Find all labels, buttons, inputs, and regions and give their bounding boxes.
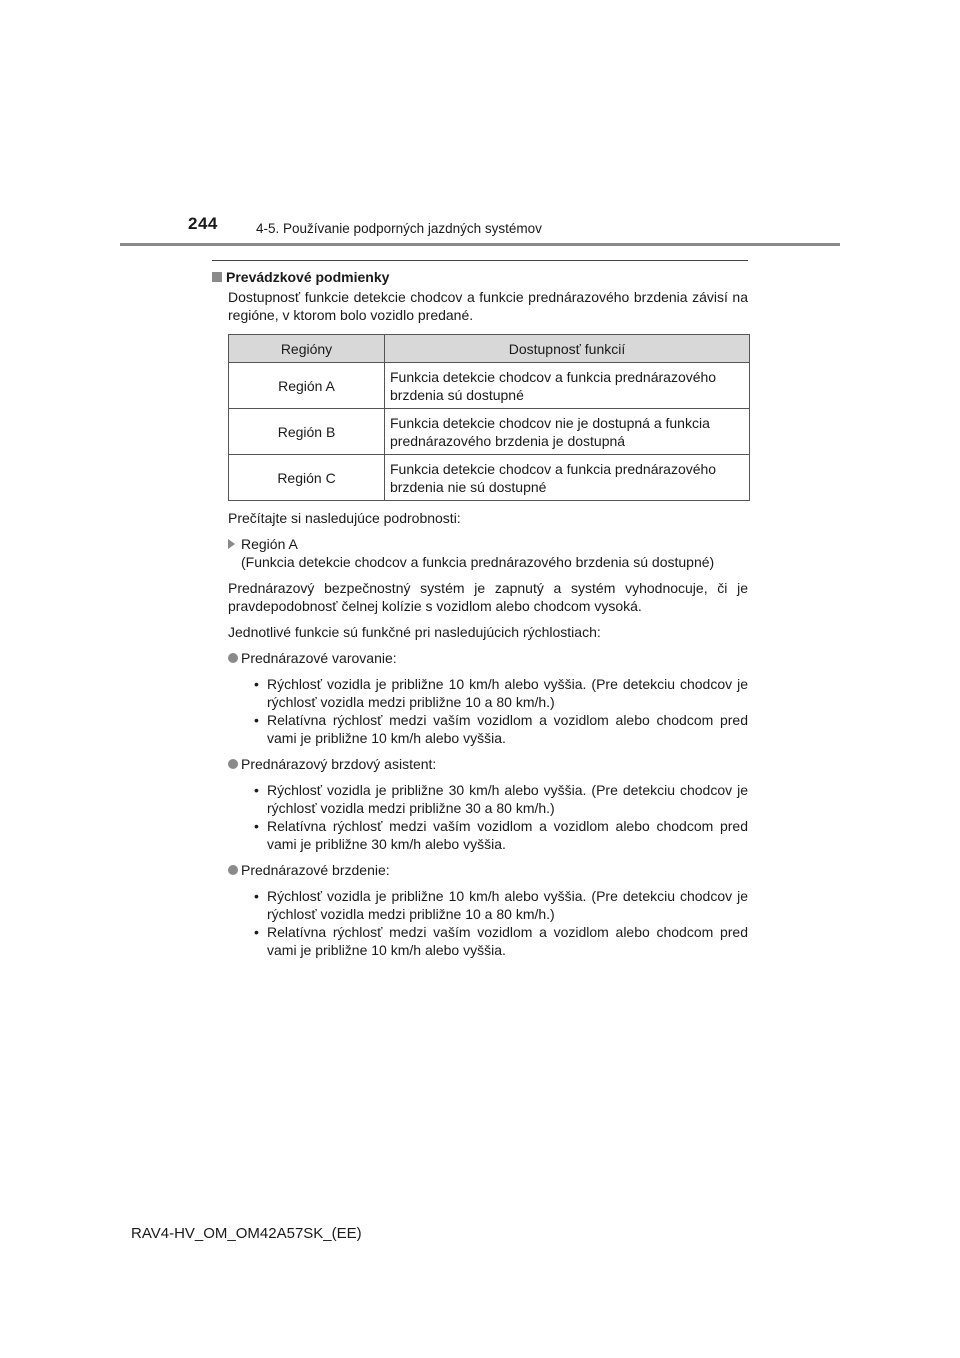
- list-item: • Relatívna rýchlosť medzi vaším vozidlom a vozidlom alebo chodcom pred vami je približne 10 km/h alebo vyššia.: [254, 712, 748, 746]
- list-item-text: Rýchlosť vozidla je približne 30 km/h alebo vyššia. (Pre detekciu chodcov je rýchlosť vozidla medzi približne 30 a 80 km/h.): [267, 782, 748, 816]
- region-cell: Región B: [229, 409, 385, 455]
- circle-bullet-icon: [228, 865, 238, 875]
- availability-cell: Funkcia detekcie chodcov a funkcia prednárazového brzdenia sú dostupné: [385, 363, 750, 409]
- section-divider: [212, 260, 748, 261]
- function-block: [228, 755, 748, 853]
- availability-cell: Funkcia detekcie chodcov nie je dostupná a funkcia prednárazového brzdenia je dostupná: [385, 409, 750, 455]
- page-content: [212, 268, 748, 959]
- paragraph: Jednotlivé funkcie sú funkčné pri nasledujúcich rýchlostiach:: [228, 624, 601, 640]
- list-item: • Relatívna rýchlosť medzi vaším vozidlom a vozidlom alebo chodcom pred vami je približne 10 km/h alebo vyššia.: [254, 924, 748, 958]
- table-row: [229, 455, 750, 501]
- document-code: RAV4-HV_OM_OM42A57SK_(EE): [131, 1225, 362, 1242]
- condition-list: [254, 675, 748, 747]
- condition-list: [254, 887, 748, 959]
- list-item: • Relatívna rýchlosť medzi vaším vozidlom a vozidlom alebo chodcom pred vami je približne 30 km/h alebo vyššia.: [254, 818, 748, 852]
- availability-cell: Funkcia detekcie chodcov a funkcia prednárazového brzdenia nie sú dostupné: [385, 455, 750, 501]
- section-title: Prevádzkové podmienky: [226, 269, 390, 285]
- table-row: [229, 409, 750, 455]
- list-item-text: Relatívna rýchlosť medzi vaším vozidlom a vozidlom alebo chodcom pred vami je približne 10 km/h alebo vyššia.: [267, 712, 748, 746]
- list-item: • Rýchlosť vozidla je približne 10 km/h alebo vyššia. (Pre detekciu chodcov je rýchlosť vozidla medzi približne 10 a 80 km/h.): [254, 888, 748, 922]
- list-item-text: Rýchlosť vozidla je približne 10 km/h alebo vyššia. (Pre detekciu chodcov je rýchlosť vozidla medzi približne 10 a 80 km/h.): [267, 676, 748, 710]
- function-name: Prednárazový brzdový asistent:: [241, 756, 437, 772]
- table-header-row: [229, 335, 750, 363]
- read-more-text: Prečítajte si nasledujúce podrobnosti:: [228, 510, 461, 526]
- condition-list: [254, 781, 748, 853]
- table-header-cell: Regióny: [229, 335, 385, 363]
- region-a-subtitle: (Funkcia detekcie chodcov a funkcia prednárazového brzdenia sú dostupné): [241, 554, 715, 570]
- function-heading: [228, 861, 748, 879]
- header-divider: [120, 243, 840, 246]
- function-name: Prednárazové varovanie:: [241, 650, 397, 666]
- function-heading: [228, 649, 748, 667]
- page-number: 244: [188, 214, 218, 233]
- list-item: • Rýchlosť vozidla je približne 30 km/h alebo vyššia. (Pre detekciu chodcov je rýchlosť vozidla medzi približne 30 a 80 km/h.): [254, 782, 748, 816]
- paragraph: Prednárazový bezpečnostný systém je zapnutý a systém vyhodnocuje, či je pravdepodobnosť čelnej kolízie s vozidlom alebo chodcom vysoká.: [228, 580, 748, 614]
- function-block: [228, 649, 748, 747]
- function-block: [228, 861, 748, 959]
- triangle-bullet-icon: [228, 539, 235, 549]
- square-bullet-icon: [212, 272, 222, 282]
- region-a-title: Región A: [241, 536, 298, 552]
- circle-bullet-icon: [228, 759, 238, 769]
- table-header-cell: Dostupnosť funkcií: [385, 335, 750, 363]
- list-item-text: Relatívna rýchlosť medzi vaším vozidlom a vozidlom alebo chodcom pred vami je približne 30 km/h alebo vyššia.: [267, 818, 748, 852]
- chapter-title: 4-5. Používanie podporných jazdných systémov: [256, 221, 542, 236]
- region-cell: Región C: [229, 455, 385, 501]
- region-cell: Región A: [229, 363, 385, 409]
- function-name: Prednárazové brzdenie:: [241, 862, 390, 878]
- table-row: [229, 363, 750, 409]
- circle-bullet-icon: [228, 653, 238, 663]
- function-heading: [228, 755, 748, 773]
- regions-table: [228, 334, 750, 501]
- section-heading: [212, 268, 748, 286]
- list-item-text: Relatívna rýchlosť medzi vaším vozidlom a vozidlom alebo chodcom pred vami je približne 10 km/h alebo vyššia.: [267, 924, 748, 958]
- section-intro: Dostupnosť funkcie detekcie chodcov a funkcie prednárazového brzdenia závisí na regióne, v ktorom bolo vozidlo predané.: [228, 289, 748, 323]
- list-item: • Rýchlosť vozidla je približne 10 km/h alebo vyššia. (Pre detekciu chodcov je rýchlosť vozidla medzi približne 10 a 80 km/h.): [254, 676, 748, 710]
- list-item-text: Rýchlosť vozidla je približne 10 km/h alebo vyššia. (Pre detekciu chodcov je rýchlosť vozidla medzi približne 10 a 80 km/h.): [267, 888, 748, 922]
- region-a-reference: [228, 535, 748, 571]
